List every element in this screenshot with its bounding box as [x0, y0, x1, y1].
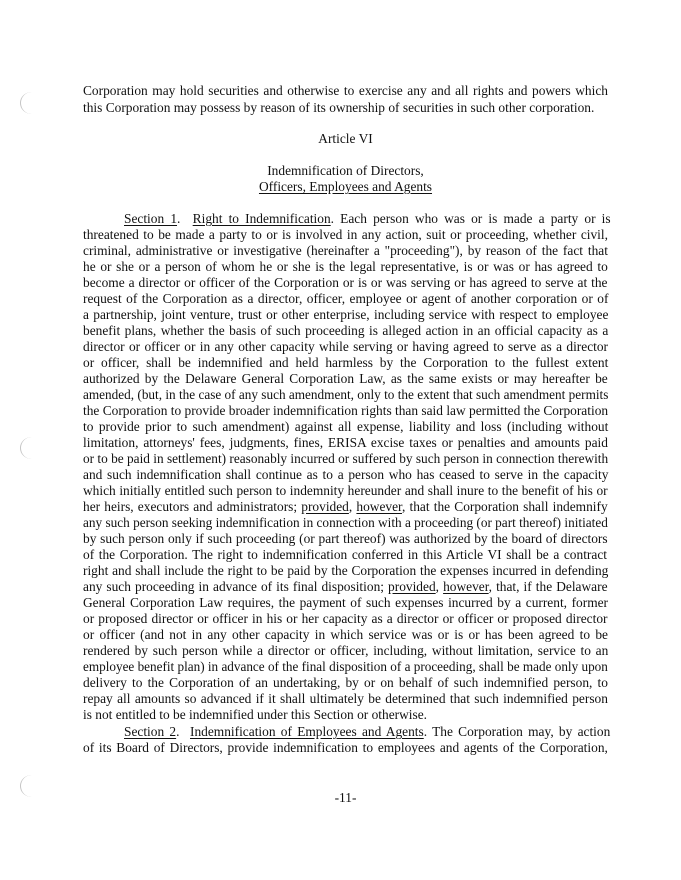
body-line: of its Board of Directors, provide indemnification to employees and agents of the Corporation,	[83, 740, 608, 755]
punch-hole-mark	[20, 92, 43, 114]
page-number: -11-	[334, 790, 357, 805]
body-line: employee benefit plan) in advance of the final disposition of a proceeding, shall be made only upon	[83, 659, 608, 674]
body-line: delivery to the Corporation of an undertaking, by or on behalf of such indemnified person, to	[83, 675, 608, 690]
body-line: or officer, shall be indemnified and held harmless by the Corporation to the fullest extent	[83, 355, 609, 370]
body-line: amended, (but, in the case of any such amendment, only to the extent that such amendment permits	[83, 387, 609, 402]
body-line: by such person only if such proceeding (or part thereof) was authorized by the board of directors	[83, 531, 608, 546]
body-line: General Corporation Law requires, the payment of such expenses incurred by a current, former	[83, 595, 609, 610]
body-line: benefit plans, whether the basis of such proceeding is alleged action in an official capacity as a	[83, 323, 609, 338]
body-line: of the Corporation. The right to indemnification conferred in this Article VI shall be a contract	[83, 547, 607, 562]
body-line: repay all amounts so advanced if it shall ultimately be determined that such indemnified person	[83, 691, 608, 706]
body-line: the Corporation to provide broader indemnification rights than said law permitted the Corporation	[83, 403, 609, 418]
article-title-line2: Officers, Employees and Agents	[258, 179, 433, 194]
section1-title: Right to Indemnification	[192, 211, 331, 226]
section2-heading: Section 2	[124, 724, 177, 739]
body-line: or proposed director or officer in his or her capacity as a director or officer or proposed director	[83, 611, 608, 626]
body-line: become a director or officer of the Corporation or is or was serving or has agreed to serve at the	[83, 275, 608, 290]
section1-first-line: Section 1. Right to Indemnification. Each person who was or is made a party or is	[124, 211, 611, 226]
section2-title: Indemnification of Employees and Agents	[190, 724, 424, 739]
body-line: and such indemnification shall continue as to a person who has ceased to serve in the capacity	[83, 467, 609, 482]
body-line: this Corporation may possess by reason of its ownership of securities in such other corporation.	[83, 100, 595, 115]
body-line: director or officer or in any other capacity while serving or having agreed to serve as a director	[83, 339, 609, 354]
punch-hole-mark	[20, 775, 43, 797]
body-line: rendered by such person while a director or officer, including, without limitation, service to an	[83, 643, 609, 658]
body-line: or to be paid in settlement) reasonably incurred or suffered by such person in connection therewith	[83, 451, 609, 466]
body-line: any such person seeking indemnification in connection with a proceeding (or part thereof) initiated	[83, 515, 608, 530]
section1-heading: Section 1	[124, 211, 178, 226]
article-number: Article VI	[318, 131, 373, 146]
body-line: authorized by the Delaware General Corporation Law, as the same exists or may hereafter be	[83, 371, 608, 386]
body-line: a partnership, joint venture, trust or other enterprise, including service with respect to employee	[83, 307, 609, 322]
article-title-line1: Indemnification of Directors,	[267, 163, 424, 178]
body-line: which initially entitled such person to indemnity hereunder and shall inure to the benefit of his or	[83, 483, 608, 498]
punch-hole-mark	[20, 437, 43, 459]
body-line: threatened to be made a party to or is involved in any action, suit or proceeding, whether civil,	[83, 227, 608, 242]
body-line: he or she or a person of whom he or she is the legal representative, is or was or has agreed to	[83, 259, 608, 274]
body-line: request of the Corporation as a director, officer, employee or agent of another corporation or of	[83, 291, 609, 306]
body-line: limitation, attorneys' fees, judgments, fines, ERISA excise taxes or penalties and amounts paid	[83, 435, 608, 450]
body-line: criminal, administrative or investigative (hereinafter a "proceeding"), by reason of the fact that	[83, 243, 608, 258]
body-line: any such proceeding in advance of its final disposition; provided, however, that, if the Delaware	[83, 579, 608, 594]
body-line: right and shall include the right to be paid by the Corporation the expenses incurred in defending	[83, 563, 609, 578]
body-line: to provide prior to such amendment) against all expense, liability and loss (including without	[83, 419, 609, 434]
body-line: or officer (and not in any other capacity in which service was or is or has been agreed to be	[83, 627, 608, 642]
body-line: her heirs, executors and administrators; provided, however, that the Corporation shall indemnify	[83, 499, 608, 514]
body-line: is not entitled to be indemnified under this Section or otherwise.	[83, 707, 427, 722]
section2-first-line: Section 2. Indemnification of Employees and Agents. The Corporation may, by action	[124, 724, 611, 739]
body-line: Corporation may hold securities and otherwise to exercise any and all rights and powers which	[83, 83, 608, 98]
